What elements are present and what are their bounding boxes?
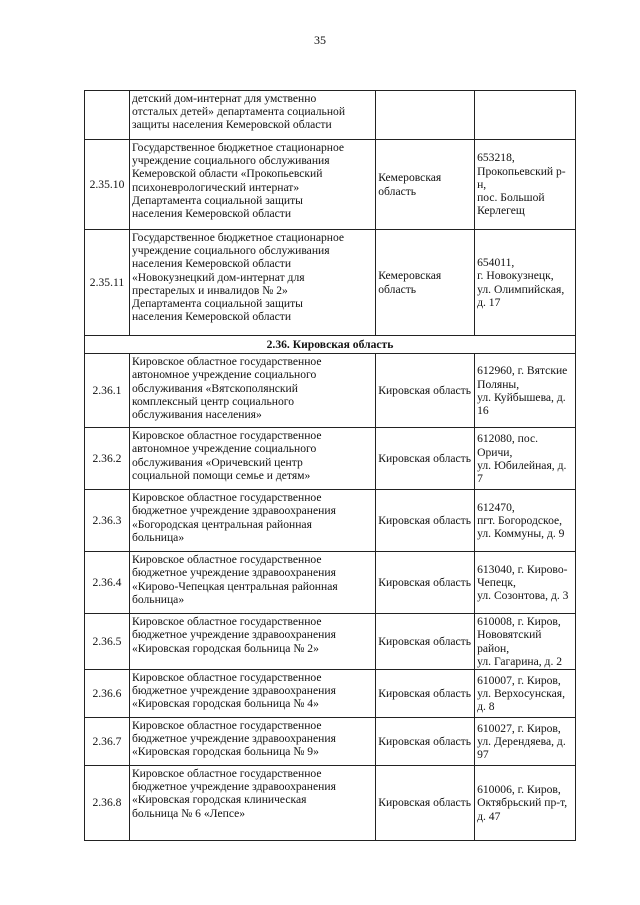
region: Кировская область — [376, 354, 475, 428]
organization-name: Кировское областное государственное бюджетное учреждение здравоохранения «Кировская городская клиническая больница № 6 «Лепсе» — [129, 766, 375, 841]
region — [376, 91, 475, 140]
organizations-table — [84, 90, 576, 841]
table-row — [85, 718, 576, 766]
row-number: 2.35.10 — [85, 140, 130, 230]
table-row — [85, 766, 576, 841]
address: 610007, г. Киров, ул. Верхосунская, д. 8 — [475, 670, 576, 718]
region: Кировская область — [376, 766, 475, 841]
organization-name: Кировское областное государственное автономное учреждение социального обслуживания «Оричевский центр социальной помощи семье и детям» — [129, 428, 375, 490]
address: 612080, пос. Оричи, ул. Юбилейная, д. 7 — [475, 428, 576, 490]
table-row — [85, 354, 576, 428]
address — [475, 91, 576, 140]
organization-name: Кировское областное государственное бюджетное учреждение здравоохранения «Кировская городская больница № 9» — [129, 718, 375, 766]
table-row — [85, 428, 576, 490]
address: 613040, г. Кирово- Чепецк, ул. Созонтова, д. 3 — [475, 552, 576, 614]
page-number: 35 — [314, 33, 326, 47]
organization-name: Кировское областное государственное бюджетное учреждение здравоохранения «Кировская городская больница № 2» — [129, 614, 375, 670]
region: Кемеровская область — [376, 230, 475, 336]
address: 654011, г. Новокузнецк, ул. Олимпийская, д. 17 — [475, 230, 576, 336]
table-row — [85, 614, 576, 670]
row-number — [85, 91, 130, 140]
table-row — [85, 552, 576, 614]
section-heading: 2.36. Кировская область — [85, 336, 576, 354]
address: 610027, г. Киров, ул. Дерендяева, д. 97 — [475, 718, 576, 766]
organization-name: Кировское областное государственное бюджетное учреждение здравоохранения «Кирово-Чепецкая центральная районная больница» — [129, 552, 375, 614]
organization-name: Кировское областное государственное бюджетное учреждение здравоохранения «Богородская центральная районная больница» — [129, 490, 375, 552]
address: 610008, г. Киров, Нововятский район, ул. Гагарина, д. 2 — [475, 614, 576, 670]
organization-name: Кировское областное государственное бюджетное учреждение здравоохранения «Кировская городская больница № 4» — [129, 670, 375, 718]
table-row — [85, 490, 576, 552]
region: Кировская область — [376, 614, 475, 670]
row-number: 2.36.8 — [85, 766, 130, 841]
region: Кировская область — [376, 490, 475, 552]
region: Кировская область — [376, 718, 475, 766]
organizations-table-body — [85, 91, 576, 841]
region: Кировская область — [376, 670, 475, 718]
organization-name: Государственное бюджетное стационарное учреждение социального обслуживания Кемеровской области «Прокопьевский психоневрологический интернат» Департамента социальной защиты населения Кемеровской области — [129, 140, 375, 230]
row-number: 2.36.7 — [85, 718, 130, 766]
row-number: 2.35.11 — [85, 230, 130, 336]
address: 653218, Прокопьевский р-н, пос. Большой Керлегещ — [475, 140, 576, 230]
address: 612960, г. Вятские Поляны, ул. Куйбышева, д. 16 — [475, 354, 576, 428]
region: Кировская область — [376, 428, 475, 490]
section-heading-row — [85, 336, 576, 354]
address: 610006, г. Киров, Октябрьский пр-т, д. 47 — [475, 766, 576, 841]
table-row — [85, 91, 576, 140]
row-number: 2.36.5 — [85, 614, 130, 670]
row-number: 2.36.4 — [85, 552, 130, 614]
organization-name: Кировское областное государственное автономное учреждение социального обслуживания «Вятскополянский комплексный центр социального обслуживания населения» — [129, 354, 375, 428]
row-number: 2.36.6 — [85, 670, 130, 718]
table-row — [85, 140, 576, 230]
table-row — [85, 670, 576, 718]
organization-name: детский дом-интернат для умственно отсталых детей» департамента социальной защиты населения Кемеровской области — [129, 91, 375, 140]
row-number: 2.36.1 — [85, 354, 130, 428]
row-number: 2.36.3 — [85, 490, 130, 552]
address: 612470, пгт. Богородское, ул. Коммуны, д. 9 — [475, 490, 576, 552]
region: Кемеровская область — [376, 140, 475, 230]
row-number: 2.36.2 — [85, 428, 130, 490]
region: Кировская область — [376, 552, 475, 614]
organization-name: Государственное бюджетное стационарное учреждение социального обслуживания населения Кемеровской области «Новокузнецкий дом-интернат для престарелых и инвалидов № 2» Департамента социальной защиты населения Кемеровской области — [129, 230, 375, 336]
table-row — [85, 230, 576, 336]
